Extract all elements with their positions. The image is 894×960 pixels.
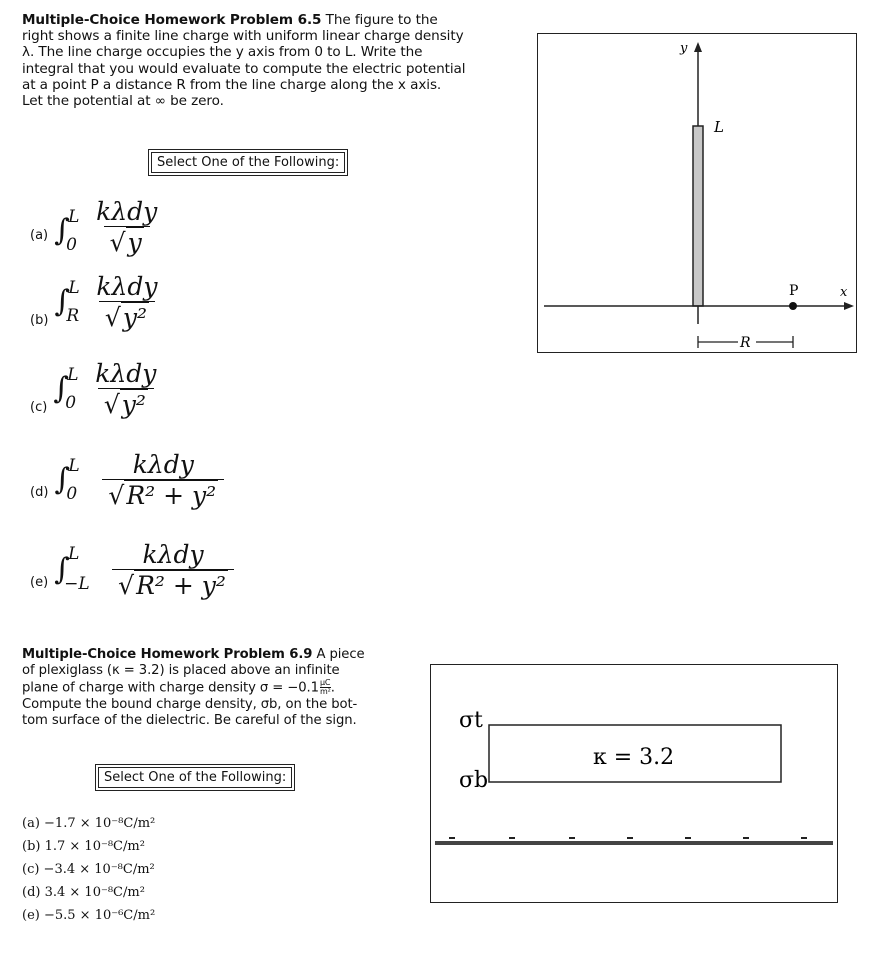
integral-expression: ∫ L 0 kλdy √ y²: [53, 377, 203, 437]
line-charge-rod: [693, 126, 703, 306]
numerator: kλdy: [142, 540, 204, 569]
negative-charges: [449, 837, 807, 839]
select-one-button-6-5[interactable]: Select One of the Following:: [151, 152, 345, 173]
lower-limit: −L: [64, 574, 90, 594]
dielectric-svg: [431, 665, 837, 902]
statement-line: A piece: [316, 647, 365, 662]
x-axis-label: x: [840, 285, 848, 300]
upper-limit: L: [68, 207, 80, 227]
line-charge-svg: [538, 34, 856, 352]
unit-denominator: m²: [319, 687, 331, 697]
statement-line: integral that you would evaluate to compute the electric potential: [22, 60, 466, 77]
statement-line: at a point P a distance R from the line charge along the x axis.: [22, 76, 442, 93]
dielectric-figure: [430, 664, 838, 903]
denominator: y²: [121, 390, 146, 419]
option-label: (d): [30, 484, 49, 500]
upper-limit: L: [68, 544, 80, 564]
minus-sign: [743, 837, 749, 839]
lower-limit: R: [66, 306, 80, 326]
option-label: (a): [30, 227, 49, 243]
option-e-6-5[interactable]: [30, 540, 274, 612]
denominator: R² + y²: [136, 571, 226, 600]
point-P: [789, 302, 797, 310]
statement-line: tom surface of the dielectric. Be careful of the sign.: [22, 713, 357, 729]
denominator: R² + y²: [126, 481, 217, 510]
option-c-6-5[interactable]: [30, 359, 203, 437]
upper-limit: L: [68, 278, 80, 298]
point-P-label: P: [789, 283, 799, 299]
minus-sign: [449, 837, 455, 839]
denominator: y²: [122, 303, 148, 332]
sigma-t-text: σt: [459, 708, 483, 733]
select-one-button-6-9[interactable]: Select One of the Following:: [98, 767, 292, 788]
integral-expression: ∫ L 0 kλdy √ y: [54, 205, 204, 265]
option-a-6-5[interactable]: [30, 197, 204, 265]
statement-line: λ. The line charge occupies the y axis from 0 to L. Write the: [22, 44, 423, 61]
upper-limit: L: [68, 456, 80, 476]
problem-6-5-title: Multiple-Choice Homework Problem 6.5: [22, 12, 322, 28]
L-label: L: [714, 118, 724, 136]
statement-line: The figure to the: [325, 12, 438, 28]
lower-limit: 0: [66, 235, 77, 255]
integral-expression: ∫ L 0 kλdy √ R² + y²: [54, 462, 264, 522]
numerator: kλdy: [96, 272, 158, 301]
line-charge-figure: [537, 33, 857, 353]
statement-line: Let the potential at ∞ be zero.: [22, 93, 224, 110]
option-label: (c): [30, 399, 48, 415]
option-label: (b): [30, 312, 49, 328]
problem-6-9-title: Multiple-Choice Homework Problem 6.9: [22, 647, 313, 662]
answer-b-6-9[interactable]: (b) 1.7 × 10⁻⁸C/m²: [22, 839, 145, 854]
minus-sign: [801, 837, 807, 839]
problem-6-5-statement: [22, 12, 502, 109]
minus-sign: [509, 837, 515, 839]
unit-numerator: μC: [319, 678, 331, 688]
option-label: (e): [30, 574, 49, 590]
R-label: R: [740, 335, 751, 351]
minus-sign: [685, 837, 691, 839]
integral-expression: ∫ L R kλdy √ y²: [54, 290, 204, 350]
integral-expression: ∫ L −L kλdy √ R² + y²: [54, 552, 274, 612]
lower-limit: 0: [65, 393, 77, 413]
kappa-label: κ = 3.2: [593, 745, 675, 770]
problem-6-9-statement: Multiple-Choice Homework Problem 6.9 A piece of plexiglass (κ = 3.2) is placed above an infinite plane of charge with charge density σ = −0.1 $\frac{\mu C}{\text{m²}}$ . Compute the bound charge density, σb, on the bot- tom surface of the dielectric. Be careful of the sign.: [22, 647, 402, 730]
numerator: kλdy: [96, 197, 158, 226]
minus-sign: [569, 837, 575, 839]
answer-c-6-9[interactable]: (c) −3.4 × 10⁻⁸C/m²: [22, 862, 155, 877]
statement-line: right shows a finite line charge with uniform linear charge density: [22, 28, 464, 45]
upper-limit: L: [67, 365, 79, 385]
statement-line: plane of charge with charge density σ = −0.1: [22, 680, 319, 696]
sigma-t-label: [459, 708, 483, 733]
answer-d-6-9[interactable]: (d) 3.4 × 10⁻⁸C/m²: [22, 885, 145, 900]
option-b-6-5[interactable]: [30, 272, 204, 350]
x-axis-arrow-icon: [844, 302, 854, 310]
answer-a-6-9[interactable]: (a) −1.7 × 10⁻⁸C/m²: [22, 816, 156, 831]
denominator: y: [127, 228, 142, 257]
y-axis-arrow-icon: [694, 42, 702, 52]
minus-sign: [627, 837, 633, 839]
statement-line: of plexiglass (κ = 3.2) is placed above an infinite: [22, 663, 340, 679]
sigma-b-text: σb: [459, 768, 489, 793]
answer-e-6-9[interactable]: (e) −5.5 × 10⁻⁶C/m²: [22, 908, 156, 923]
lower-limit: 0: [66, 484, 78, 504]
sigma-b-label: [459, 768, 488, 793]
y-axis-label: y: [680, 41, 688, 56]
numerator: kλdy: [95, 359, 157, 388]
statement-line: Compute the bound charge density, σb, on the bot-: [22, 697, 358, 713]
option-d-6-5[interactable]: [30, 450, 264, 522]
numerator: kλdy: [132, 450, 194, 479]
